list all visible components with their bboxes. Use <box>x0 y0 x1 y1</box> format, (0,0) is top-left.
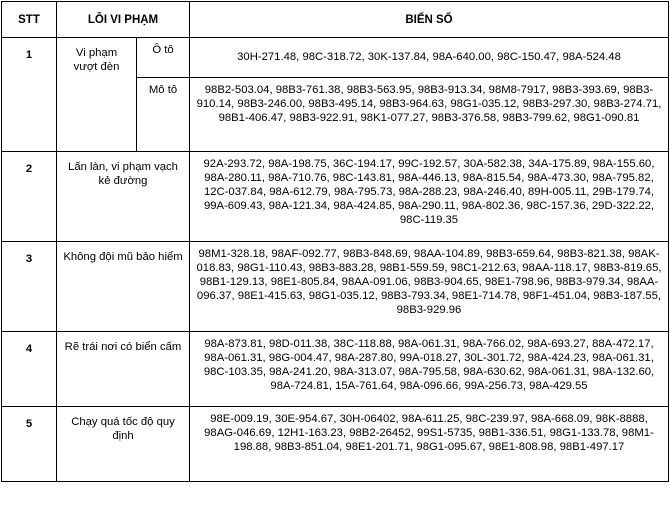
table-row <box>2 152 669 242</box>
row-stt: 2 <box>2 152 57 242</box>
row-stt: 5 <box>2 407 57 482</box>
header-row <box>2 2 669 38</box>
row-violation: Không đội mũ bảo hiểm <box>57 242 190 332</box>
row-plates: 98A-873.81, 98D-011.38, 38C-118.88, 98A-061.31, 98A-766.02, 98A-693.27, 88A-472.17, 98A-061.31, 98G-004.47, 98A-287.80, 99A-018.27, 30L-301.72, 98A-424.23, 98A-061.31, 98C-103.35, 98A-241.20, 98A-313.07, 98A-795.58, 98A-630.62, 98A-061.31, 98A-132.60, 98A-724.81, 15A-761.64, 98A-096.66, 99A-256.73, 98A-429.55 <box>190 332 669 407</box>
row-plates: 98E-009.19, 30E-954.67, 30H-06402, 98A-611.25, 98C-239.97, 98A-668.09, 98K-8888, 98AG-046.69, 12H1-163.23, 98B2-26452, 99S1-5735, 98B1-336.51, 98G1-133.78, 98M1-198.88, 98B3-851.04, 98E1-201.71, 98G1-095.67, 98E1-808.98, 98B1-497.17 <box>190 407 669 482</box>
row-vehicle-type: Mô tô <box>137 78 190 152</box>
row-violation: Vi phạm vượt đèn <box>57 38 137 152</box>
row-violation: Rẽ trái nơi có biển cấm <box>57 332 190 407</box>
row-plates: 92A-293.72, 98A-198.75, 36C-194.17, 99C-192.57, 30A-582.38, 34A-175.89, 98A-155.60, 98A-280.11, 98A-710.76, 98C-143.81, 98A-446.13, 98A-815.54, 98A-473.30, 98A-795.82, 12C-037.84, 98A-612.79, 98A-795.73, 98A-288.23, 98A-246.40, 89H-005.11, 29B-179.74, 99A-609.43, 98A-121.34, 98A-424.85, 98A-290.11, 98A-802.36, 98C-157.36, 29D-322.22, 98C-119.35 <box>190 152 669 242</box>
table-row <box>2 38 669 78</box>
row-stt: 4 <box>2 332 57 407</box>
row-vehicle-type: Ô tô <box>137 38 190 78</box>
row-violation: Lấn làn, vi phạm vạch kẻ đường <box>57 152 190 242</box>
table-row <box>2 332 669 407</box>
row-plates: 98B2-503.04, 98B3-761.38, 98B3-563.95, 98B3-913.34, 98M8-7917, 98B3-393.69, 98B3-910.14, 98B3-246.00, 98B3-495.14, 98B3-964.63, 98G1-035.12, 98B3-297.30, 98B3-274.71, 98B1-406.47, 98B3-922.91, 98K1-077.27, 98B3-376.58, 98B3-799.62, 98G1-090.81 <box>190 78 669 152</box>
header-violation: LỖI VI PHẠM <box>57 2 190 38</box>
row-stt: 1 <box>2 38 57 152</box>
violations-table <box>1 1 669 482</box>
row-stt: 3 <box>2 242 57 332</box>
row-plates: 30H-271.48, 98C-318.72, 30K-137.84, 98A-640.00, 98C-150.47, 98A-524.48 <box>190 38 669 78</box>
header-stt: STT <box>2 2 57 38</box>
table-row <box>2 407 669 482</box>
row-violation: Chạy quá tốc độ quy định <box>57 407 190 482</box>
row-plates: 98M1-328.18, 98AF-092.77, 98B3-848.69, 98AA-104.89, 98B3-659.64, 98B3-821.38, 98AK-018.83, 98G1-110.43, 98B3-883.28, 98B1-559.59, 98C1-212.63, 98AA-118.17, 98B3-819.65, 98B1-129.13, 98E1-805.84, 98AA-091.06, 98B3-904.65, 98E1-798.96, 98B3-979.34, 98AA-096.37, 98E1-415.63, 98G1-035.12, 98B3-793.34, 98E1-714.78, 98F1-451.04, 98B3-187.55, 98B3-929.96 <box>190 242 669 332</box>
header-plates: BIỂN SỐ <box>190 2 669 38</box>
table-row <box>2 242 669 332</box>
